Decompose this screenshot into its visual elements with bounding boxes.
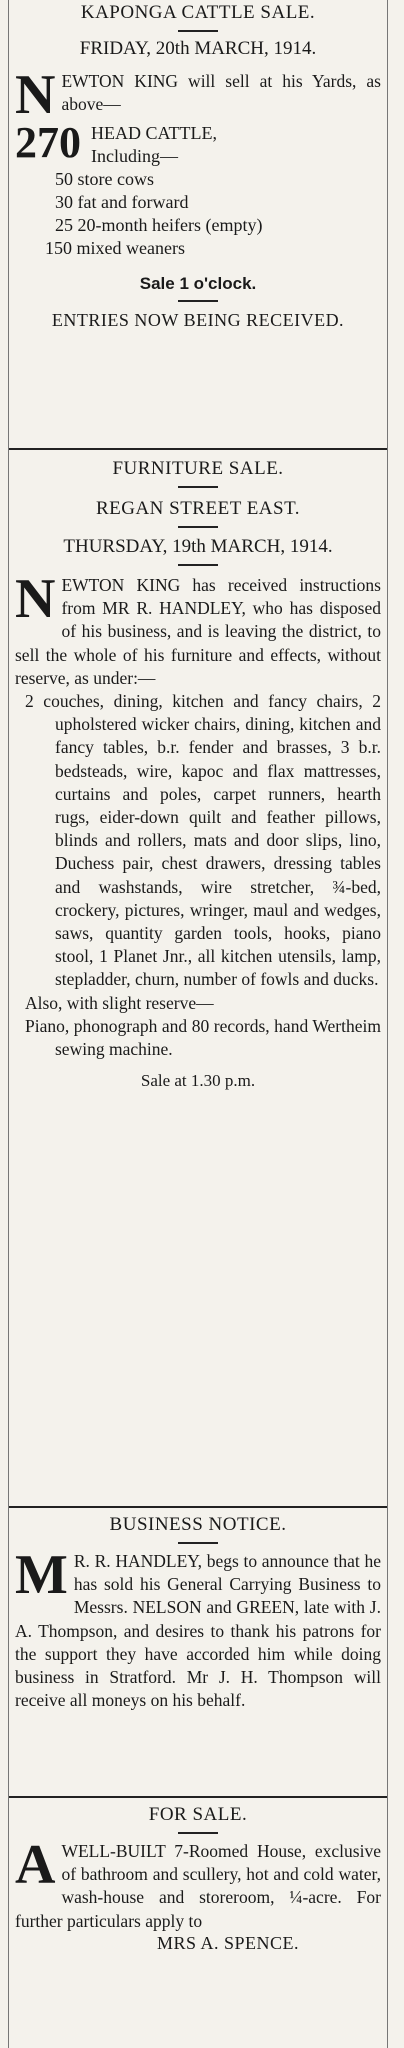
divider <box>178 564 218 566</box>
section-divider <box>9 1506 387 1508</box>
business-notice-title: BUSINESS NOTICE. <box>109 1514 287 1535</box>
dropcap: M <box>15 1544 68 1606</box>
dropcap: N <box>15 568 56 630</box>
for-sale-title: FOR SALE. <box>148 1804 248 1825</box>
cattle-sale-lead-text: EWTON KING will sell at his Yards, as above— <box>61 71 381 115</box>
entries-notice: ENTRIES NOW BEING RECEIVED. <box>51 310 345 331</box>
list-item: 50 store cows <box>55 169 154 190</box>
newspaper-column <box>8 0 388 2048</box>
cattle-sale-lead <box>15 64 381 126</box>
furniture-sale-date: THURSDAY, 19th MARCH, 1914. <box>63 536 333 557</box>
list-item: 25 20-month heifers (empty) <box>55 215 263 236</box>
cattle-sale-time: Sale 1 o'clock. <box>139 274 257 294</box>
business-notice-body <box>15 1544 381 1712</box>
furniture-sale-lead <box>15 568 381 690</box>
divider <box>178 30 218 32</box>
list-item: 150 mixed weaners <box>45 238 185 259</box>
furniture-sale-title: FURNITURE SALE. <box>112 458 284 479</box>
furniture-sale-time: Sale at 1.30 p.m. <box>140 1071 256 1091</box>
including-label: Including— <box>91 146 178 167</box>
for-sale-body <box>15 1834 381 1933</box>
business-notice-text: R. R. HANDLEY, begs to announce that he has sold his General Carrying Business to Messrs. NELSON and GREEN, late with J. A. Thompson, and desires to thank his patrons for the support they have accorded him while doing business in Stratford. Mr J. H. Thompson will receive all moneys on his behalf. <box>15 1551 381 1711</box>
divider <box>178 486 218 488</box>
cattle-count-block <box>15 118 381 168</box>
divider <box>178 300 218 302</box>
cattle-sale-title: KAPONGA CATTLE SALE. <box>80 2 316 23</box>
for-sale-ad <box>15 1804 381 1954</box>
for-sale-text: WELL-BUILT 7-Roomed House, exclusive of bathroom and scullery, hot and cold water, wash-house and storeroom, ¼-acre. For further particulars apply to <box>15 1841 381 1931</box>
furniture-sale-ad <box>15 458 381 1091</box>
cattle-lots-list <box>15 168 381 260</box>
list-item: 30 fat and forward <box>55 192 189 213</box>
divider <box>178 526 218 528</box>
divider <box>178 1542 218 1544</box>
furniture-sale-lead-text: EWTON KING has received instructions from MR R. HANDLEY, who has disposed of his business, and is leaving the district, to sell the whole of his furniture and effects, without reserve, as under:— <box>15 575 381 688</box>
reserve-items: Piano, phonograph and 80 records, hand Wertheim sewing machine. <box>25 1015 381 1060</box>
cattle-count: 270 <box>15 118 81 167</box>
cattle-count-text: HEAD CATTLE, <box>91 123 217 143</box>
cattle-sale-date: FRIDAY, 20th MARCH, 1914. <box>79 38 317 59</box>
cattle-sale-ad <box>15 2 381 331</box>
section-divider <box>9 448 387 450</box>
dropcap: A <box>15 1834 56 1896</box>
section-divider <box>9 1796 387 1798</box>
reserve-label: Also, with slight reserve— <box>25 992 214 1013</box>
furniture-items: 2 couches, dining, kitchen and fancy chairs, 2 upholstered wicker chairs, dining, kitchen and fancy tables, b.r. fender and brasses, 3 b.r. bedsteads, wire, kapoc and flax mattresses, curtains and poles, carpet runners, hearth rugs, eider-down quilt and feather pillows, blinds and rollers, mats and door slips, lino, Duchess pair, chest drawers, dressing tables and washstands, wire stretcher, ¾-bed, crockery, pictures, wringer, maul and wedges, saws, quantity garden tools, hooks, piano stool, 1 Planet Jnr., all kitchen utensils, lamp, stepladder, churn, number of fowls and ducks. <box>25 691 381 990</box>
dropcap: N <box>15 64 56 126</box>
furniture-sale-street: REGAN STREET EAST. <box>95 498 301 519</box>
divider <box>178 1832 218 1834</box>
business-notice <box>15 1514 381 1712</box>
for-sale-contact: MRS A. SPENCE. <box>156 1932 300 1953</box>
